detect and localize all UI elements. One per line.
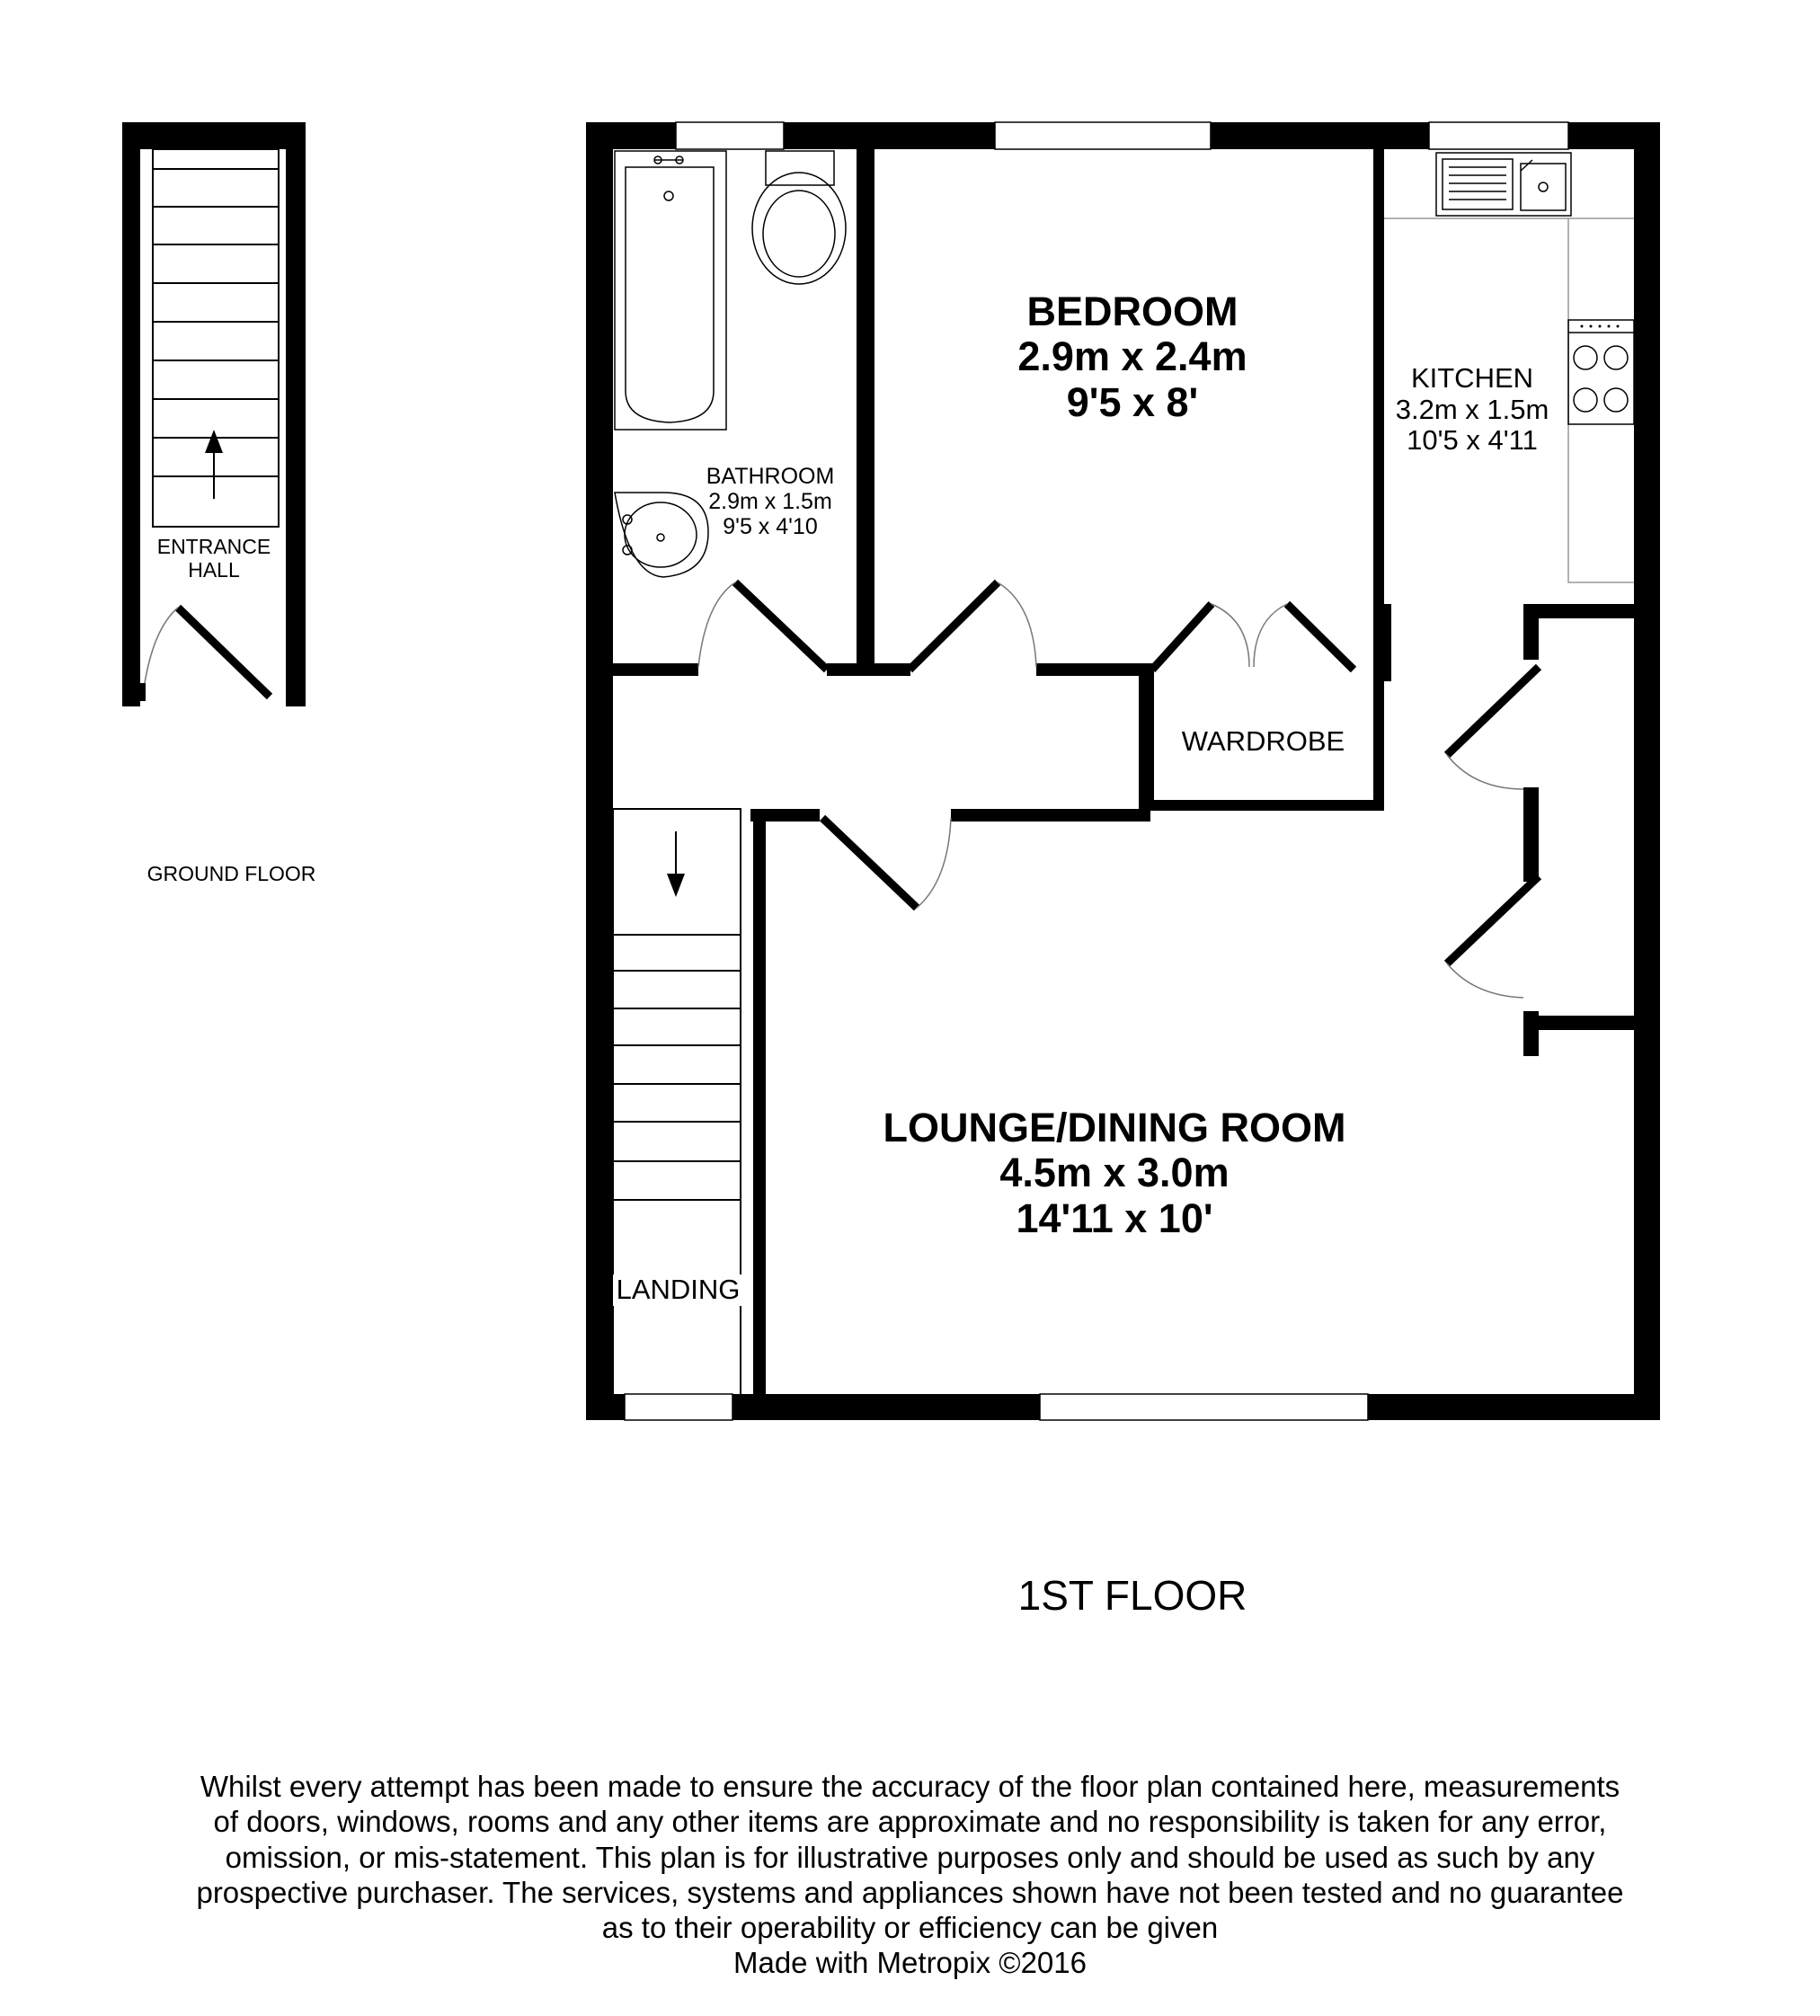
cooker-hob-icon [1568, 320, 1634, 424]
bedroom-window [995, 122, 1211, 149]
ground-floor-staircase [153, 149, 279, 527]
disclaimer-text [0, 1769, 1820, 1981]
bathroom-window [676, 122, 784, 149]
bathroom-door [698, 582, 827, 670]
landing-staircase [613, 809, 741, 1394]
bedroom-label: BEDROOM 2.9m x 2.4m 9'5 x 8' [1017, 289, 1247, 425]
lounge-window [1040, 1394, 1368, 1420]
bath-tub-icon [615, 151, 726, 430]
disclaimer-line: of doors, windows, rooms and any other items are approximate and no responsibility is taken for any error, [213, 1805, 1607, 1839]
entrance-hall-label: ENTRANCE HALL [142, 536, 286, 582]
lounge-door [822, 818, 951, 908]
entrance-door [138, 608, 270, 701]
wardrobe-label: WARDROBE [1181, 725, 1345, 757]
first-floor-label: 1ST FLOOR [1017, 1572, 1247, 1619]
disclaimer-line: omission, or mis-statement. This plan is for illustrative purposes only and should be used as such by any [225, 1840, 1595, 1874]
bathroom-label: BATHROOM 2.9m x 1.5m 9'5 x 4'10 [706, 464, 835, 539]
ground-floor-label: GROUND FLOOR [146, 862, 316, 885]
kitchen-sink-icon [1436, 153, 1571, 216]
disclaimer-line: prospective purchaser. The services, systems and appliances shown have not been tested and no guarantee [196, 1875, 1624, 1909]
kitchen-label: KITCHEN 3.2m x 1.5m 10'5 x 4'11 [1395, 362, 1549, 457]
landing-label: LANDING [613, 1274, 743, 1306]
bedroom-door [910, 582, 1036, 670]
lounge-dining-room-label: LOUNGE/DINING ROOM 4.5m x 3.0m 14'11 x 10' [883, 1105, 1346, 1241]
ground-floor-plan [122, 122, 306, 706]
toilet-icon [752, 151, 846, 284]
landing-window [625, 1394, 732, 1420]
kitchen-window [1429, 122, 1568, 149]
wardrobe-doors [1152, 604, 1354, 670]
disclaimer-line: as to their operability or efficiency can be given [601, 1911, 1219, 1945]
credit-line: Made with Metropix ©2016 [732, 1946, 1087, 1980]
disclaimer-line: Whilst every attempt has been made to ensure the accuracy of the floor plan contained here, measurements [200, 1770, 1620, 1803]
